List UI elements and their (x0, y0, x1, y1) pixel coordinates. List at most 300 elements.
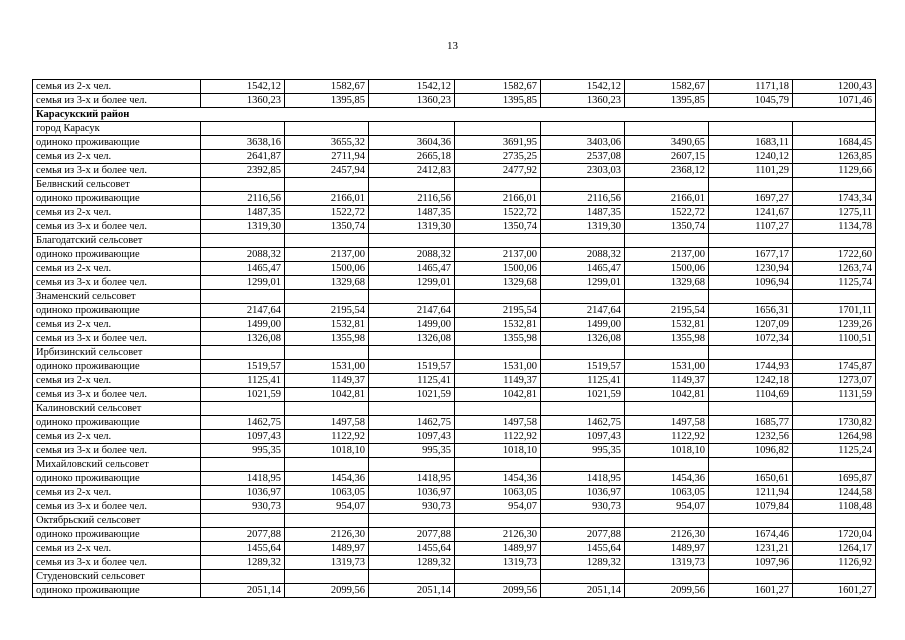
value-cell: 1129,66 (793, 164, 876, 178)
tariff-table (32, 79, 876, 598)
row-label: одиноко проживающие (33, 248, 201, 262)
value-cell: 1519,57 (541, 360, 625, 374)
value-cell: 1601,27 (793, 584, 876, 598)
section-row (33, 108, 876, 122)
value-cell (369, 290, 455, 304)
value-cell: 1674,46 (709, 528, 793, 542)
value-cell (285, 514, 369, 528)
row-label: семья из 2-х чел. (33, 206, 201, 220)
value-cell: 1522,72 (285, 206, 369, 220)
table-row (33, 584, 876, 598)
value-cell: 1418,95 (541, 472, 625, 486)
section-row (33, 290, 876, 304)
value-cell: 1045,79 (709, 94, 793, 108)
value-cell: 1522,72 (625, 206, 709, 220)
value-cell (201, 402, 285, 416)
value-cell: 1487,35 (541, 206, 625, 220)
value-cell: 1125,24 (793, 444, 876, 458)
value-cell (793, 458, 876, 472)
section-label: Ирбизинский сельсовет (33, 346, 201, 360)
row-label: одиноко проживающие (33, 472, 201, 486)
value-cell: 1497,58 (285, 416, 369, 430)
value-cell: 1240,12 (709, 150, 793, 164)
value-cell (541, 402, 625, 416)
section-label: Октябрьский сельсовет (33, 514, 201, 528)
value-cell (709, 402, 793, 416)
value-cell: 1489,97 (285, 542, 369, 556)
value-cell: 1018,10 (455, 444, 541, 458)
value-cell (541, 234, 625, 248)
section-label: Михайловский сельсовет (33, 458, 201, 472)
value-cell: 1531,00 (625, 360, 709, 374)
value-cell: 1455,64 (369, 542, 455, 556)
value-cell: 1319,73 (455, 556, 541, 570)
value-cell (541, 122, 625, 136)
value-cell (625, 178, 709, 192)
row-label: семья из 2-х чел. (33, 486, 201, 500)
row-label: семья из 3-х и более чел. (33, 94, 201, 108)
table-row (33, 248, 876, 262)
value-cell: 1677,17 (709, 248, 793, 262)
value-cell: 1531,00 (285, 360, 369, 374)
row-label: семья из 3-х и более чел. (33, 332, 201, 346)
value-cell: 1532,81 (285, 318, 369, 332)
section-row (33, 458, 876, 472)
value-cell: 1500,06 (285, 262, 369, 276)
value-cell: 1489,97 (625, 542, 709, 556)
value-cell: 2137,00 (455, 248, 541, 262)
value-cell: 1299,01 (541, 276, 625, 290)
value-cell (709, 458, 793, 472)
value-cell: 1018,10 (285, 444, 369, 458)
value-cell (285, 402, 369, 416)
value-cell (793, 234, 876, 248)
value-cell: 2116,56 (541, 192, 625, 206)
value-cell: 1489,97 (455, 542, 541, 556)
value-cell: 1097,43 (369, 430, 455, 444)
value-cell (709, 234, 793, 248)
value-cell: 1171,18 (709, 80, 793, 94)
value-cell (625, 458, 709, 472)
value-cell: 1299,01 (201, 276, 285, 290)
value-cell: 1499,00 (541, 318, 625, 332)
value-cell: 1149,37 (625, 374, 709, 388)
value-cell: 1122,92 (285, 430, 369, 444)
value-cell: 1241,67 (709, 206, 793, 220)
value-cell: 1289,32 (369, 556, 455, 570)
value-cell: 1207,09 (709, 318, 793, 332)
value-cell: 1125,41 (369, 374, 455, 388)
row-label: семья из 3-х и более чел. (33, 388, 201, 402)
page-number: 13 (447, 40, 458, 52)
value-cell: 1395,85 (285, 94, 369, 108)
value-cell: 2077,88 (369, 528, 455, 542)
section-row (33, 514, 876, 528)
value-cell: 3604,36 (369, 136, 455, 150)
value-cell (201, 234, 285, 248)
value-cell: 1125,41 (201, 374, 285, 388)
value-cell: 1532,81 (455, 318, 541, 332)
value-cell: 2051,14 (541, 584, 625, 598)
value-cell: 2195,54 (455, 304, 541, 318)
value-cell: 930,73 (369, 500, 455, 514)
value-cell: 1701,11 (793, 304, 876, 318)
value-cell (369, 458, 455, 472)
value-cell: 1360,23 (541, 94, 625, 108)
value-cell: 1097,96 (709, 556, 793, 570)
value-cell (793, 346, 876, 360)
table-row (33, 304, 876, 318)
row-label: одиноко проживающие (33, 304, 201, 318)
value-cell: 1036,97 (369, 486, 455, 500)
value-cell (369, 402, 455, 416)
table-row (33, 542, 876, 556)
row-label: семья из 3-х и более чел. (33, 500, 201, 514)
value-cell (455, 458, 541, 472)
value-cell: 1695,87 (793, 472, 876, 486)
value-cell: 1063,05 (455, 486, 541, 500)
section-label: Знаменский сельсовет (33, 290, 201, 304)
table-row (33, 528, 876, 542)
value-cell (541, 458, 625, 472)
value-cell: 1122,92 (625, 430, 709, 444)
value-cell (369, 178, 455, 192)
row-label: одиноко проживающие (33, 360, 201, 374)
value-cell: 954,07 (285, 500, 369, 514)
value-cell: 1500,06 (455, 262, 541, 276)
row-label: семья из 2-х чел. (33, 80, 201, 94)
value-cell (201, 570, 285, 584)
section-label: Белвнский сельсовет (33, 178, 201, 192)
value-cell (541, 290, 625, 304)
value-cell: 1242,18 (709, 374, 793, 388)
value-cell: 1126,92 (793, 556, 876, 570)
value-cell: 1326,08 (541, 332, 625, 346)
value-cell: 1418,95 (369, 472, 455, 486)
value-cell: 1134,78 (793, 220, 876, 234)
value-cell: 1125,74 (793, 276, 876, 290)
value-cell: 1499,00 (201, 318, 285, 332)
value-cell: 1239,26 (793, 318, 876, 332)
value-cell: 1462,75 (201, 416, 285, 430)
value-cell: 1319,30 (369, 220, 455, 234)
value-cell (455, 122, 541, 136)
value-cell: 1455,64 (201, 542, 285, 556)
value-cell: 1500,06 (625, 262, 709, 276)
value-cell: 1684,45 (793, 136, 876, 150)
value-cell: 930,73 (541, 500, 625, 514)
value-cell: 1454,36 (625, 472, 709, 486)
value-cell: 1360,23 (201, 94, 285, 108)
value-cell (369, 514, 455, 528)
table-row (33, 192, 876, 206)
value-cell: 1299,01 (369, 276, 455, 290)
value-cell: 1097,43 (201, 430, 285, 444)
table-row (33, 94, 876, 108)
section-label: Карасукский район (33, 108, 201, 122)
table-row (33, 164, 876, 178)
table-row (33, 136, 876, 150)
value-cell (201, 346, 285, 360)
value-cell: 2051,14 (201, 584, 285, 598)
value-cell: 2126,30 (285, 528, 369, 542)
value-cell: 1329,68 (625, 276, 709, 290)
value-cell: 1097,43 (541, 430, 625, 444)
value-cell: 1497,58 (455, 416, 541, 430)
value-cell (455, 570, 541, 584)
value-cell: 2537,08 (541, 150, 625, 164)
value-cell (455, 514, 541, 528)
value-cell (541, 514, 625, 528)
value-cell (285, 570, 369, 584)
value-cell: 2166,01 (455, 192, 541, 206)
value-cell: 1096,94 (709, 276, 793, 290)
value-cell: 1532,81 (625, 318, 709, 332)
section-row (33, 178, 876, 192)
value-cell (793, 402, 876, 416)
table-row (33, 262, 876, 276)
value-cell: 1697,27 (709, 192, 793, 206)
value-cell: 2166,01 (285, 192, 369, 206)
section-label: Студеновский сельсовет (33, 570, 201, 584)
section-row (33, 346, 876, 360)
value-cell: 1122,92 (455, 430, 541, 444)
value-cell: 2711,94 (285, 150, 369, 164)
value-cell: 2195,54 (285, 304, 369, 318)
value-cell: 1395,85 (625, 94, 709, 108)
value-cell: 2457,94 (285, 164, 369, 178)
value-cell: 1465,47 (369, 262, 455, 276)
value-cell: 1685,77 (709, 416, 793, 430)
section-row (33, 402, 876, 416)
value-cell (541, 570, 625, 584)
value-cell: 1063,05 (285, 486, 369, 500)
value-cell: 2099,56 (455, 584, 541, 598)
value-cell: 1582,67 (455, 80, 541, 94)
value-cell: 2166,01 (625, 192, 709, 206)
value-cell (201, 122, 285, 136)
row-label: одиноко проживающие (33, 528, 201, 542)
value-cell: 1319,73 (625, 556, 709, 570)
value-cell (709, 346, 793, 360)
value-cell (625, 290, 709, 304)
row-label: семья из 3-х и более чел. (33, 276, 201, 290)
value-cell: 1273,07 (793, 374, 876, 388)
value-cell: 2303,03 (541, 164, 625, 178)
value-cell: 1230,94 (709, 262, 793, 276)
value-cell: 1360,23 (369, 94, 455, 108)
table-row (33, 332, 876, 346)
value-cell: 1263,85 (793, 150, 876, 164)
row-label: семья из 3-х и более чел. (33, 556, 201, 570)
value-cell: 1650,61 (709, 472, 793, 486)
value-cell: 1096,82 (709, 444, 793, 458)
value-cell: 1720,04 (793, 528, 876, 542)
table-row (33, 318, 876, 332)
value-cell (709, 570, 793, 584)
value-cell: 1582,67 (285, 80, 369, 94)
value-cell: 1531,00 (455, 360, 541, 374)
value-cell (793, 122, 876, 136)
value-cell: 1465,47 (541, 262, 625, 276)
value-cell: 954,07 (625, 500, 709, 514)
value-cell: 1519,57 (369, 360, 455, 374)
value-cell: 1454,36 (455, 472, 541, 486)
value-cell: 1522,72 (455, 206, 541, 220)
value-cell: 1355,98 (285, 332, 369, 346)
value-cell: 2099,56 (625, 584, 709, 598)
value-cell: 1319,30 (541, 220, 625, 234)
value-cell: 1455,64 (541, 542, 625, 556)
value-cell: 1499,00 (369, 318, 455, 332)
value-cell: 1200,43 (793, 80, 876, 94)
value-cell: 1232,56 (709, 430, 793, 444)
value-cell: 2137,00 (625, 248, 709, 262)
value-cell: 1722,60 (793, 248, 876, 262)
table-row (33, 486, 876, 500)
value-cell (793, 290, 876, 304)
value-cell: 2088,32 (541, 248, 625, 262)
table-row (33, 430, 876, 444)
table-row (33, 206, 876, 220)
value-cell: 1072,34 (709, 332, 793, 346)
value-cell: 1071,46 (793, 94, 876, 108)
value-cell: 995,35 (201, 444, 285, 458)
row-label: семья из 2-х чел. (33, 150, 201, 164)
value-cell: 1107,27 (709, 220, 793, 234)
value-cell (285, 122, 369, 136)
value-cell (285, 234, 369, 248)
value-cell (455, 178, 541, 192)
value-cell (793, 178, 876, 192)
value-cell: 1350,74 (625, 220, 709, 234)
value-cell: 1465,47 (201, 262, 285, 276)
value-cell (625, 402, 709, 416)
value-cell: 1149,37 (285, 374, 369, 388)
value-cell: 1743,34 (793, 192, 876, 206)
row-label: одиноко проживающие (33, 136, 201, 150)
value-cell: 1149,37 (455, 374, 541, 388)
value-cell: 1104,69 (709, 388, 793, 402)
value-cell: 1542,12 (541, 80, 625, 94)
value-cell: 1021,59 (369, 388, 455, 402)
value-cell: 2147,64 (369, 304, 455, 318)
value-cell: 2641,87 (201, 150, 285, 164)
table-row (33, 416, 876, 430)
section-filler (201, 108, 876, 122)
value-cell: 3490,65 (625, 136, 709, 150)
value-cell: 1042,81 (455, 388, 541, 402)
table-row (33, 150, 876, 164)
section-label: Калиновский сельсовет (33, 402, 201, 416)
row-label: семья из 2-х чел. (33, 542, 201, 556)
value-cell: 1744,93 (709, 360, 793, 374)
value-cell: 1487,35 (369, 206, 455, 220)
value-cell: 2126,30 (625, 528, 709, 542)
row-label: семья из 3-х и более чел. (33, 444, 201, 458)
row-label: одиноко проживающие (33, 192, 201, 206)
value-cell: 1329,68 (455, 276, 541, 290)
value-cell: 1350,74 (455, 220, 541, 234)
value-cell: 1042,81 (625, 388, 709, 402)
value-cell (455, 346, 541, 360)
value-cell: 1021,59 (541, 388, 625, 402)
value-cell: 2088,32 (201, 248, 285, 262)
value-cell (369, 346, 455, 360)
value-cell: 2147,64 (541, 304, 625, 318)
value-cell: 1079,84 (709, 500, 793, 514)
value-cell: 2665,18 (369, 150, 455, 164)
value-cell: 995,35 (369, 444, 455, 458)
value-cell (285, 346, 369, 360)
value-cell (201, 458, 285, 472)
value-cell: 1350,74 (285, 220, 369, 234)
value-cell (455, 402, 541, 416)
section-label: Благодатский сельсовет (33, 234, 201, 248)
value-cell: 1355,98 (455, 332, 541, 346)
table-row (33, 500, 876, 514)
value-cell: 1264,17 (793, 542, 876, 556)
row-label: семья из 2-х чел. (33, 318, 201, 332)
value-cell: 2051,14 (369, 584, 455, 598)
value-cell: 1289,32 (541, 556, 625, 570)
value-cell (201, 514, 285, 528)
value-cell (625, 346, 709, 360)
row-label: семья из 3-х и более чел. (33, 164, 201, 178)
table-row (33, 444, 876, 458)
value-cell: 1542,12 (201, 80, 285, 94)
value-cell: 2477,92 (455, 164, 541, 178)
value-cell: 2392,85 (201, 164, 285, 178)
value-cell (709, 290, 793, 304)
row-label: семья из 2-х чел. (33, 262, 201, 276)
value-cell: 3403,06 (541, 136, 625, 150)
value-cell (455, 290, 541, 304)
value-cell (369, 122, 455, 136)
value-cell: 2077,88 (201, 528, 285, 542)
table-row (33, 374, 876, 388)
value-cell (285, 178, 369, 192)
value-cell: 995,35 (541, 444, 625, 458)
value-cell: 1326,08 (369, 332, 455, 346)
value-cell: 1683,11 (709, 136, 793, 150)
value-cell (201, 178, 285, 192)
value-cell: 1231,21 (709, 542, 793, 556)
value-cell: 1275,11 (793, 206, 876, 220)
value-cell: 1656,31 (709, 304, 793, 318)
value-cell: 1244,58 (793, 486, 876, 500)
section-row (33, 122, 876, 136)
value-cell: 3691,95 (455, 136, 541, 150)
value-cell: 1289,32 (201, 556, 285, 570)
value-cell (625, 514, 709, 528)
section-row (33, 570, 876, 584)
value-cell: 1036,97 (201, 486, 285, 500)
value-cell: 3655,32 (285, 136, 369, 150)
value-cell: 2116,56 (201, 192, 285, 206)
value-cell: 1519,57 (201, 360, 285, 374)
row-label: семья из 2-х чел. (33, 374, 201, 388)
section-row (33, 234, 876, 248)
value-cell (285, 458, 369, 472)
value-cell: 2607,15 (625, 150, 709, 164)
value-cell: 1454,36 (285, 472, 369, 486)
value-cell: 1042,81 (285, 388, 369, 402)
value-cell: 1036,97 (541, 486, 625, 500)
table-row (33, 388, 876, 402)
value-cell (709, 514, 793, 528)
value-cell: 2735,25 (455, 150, 541, 164)
